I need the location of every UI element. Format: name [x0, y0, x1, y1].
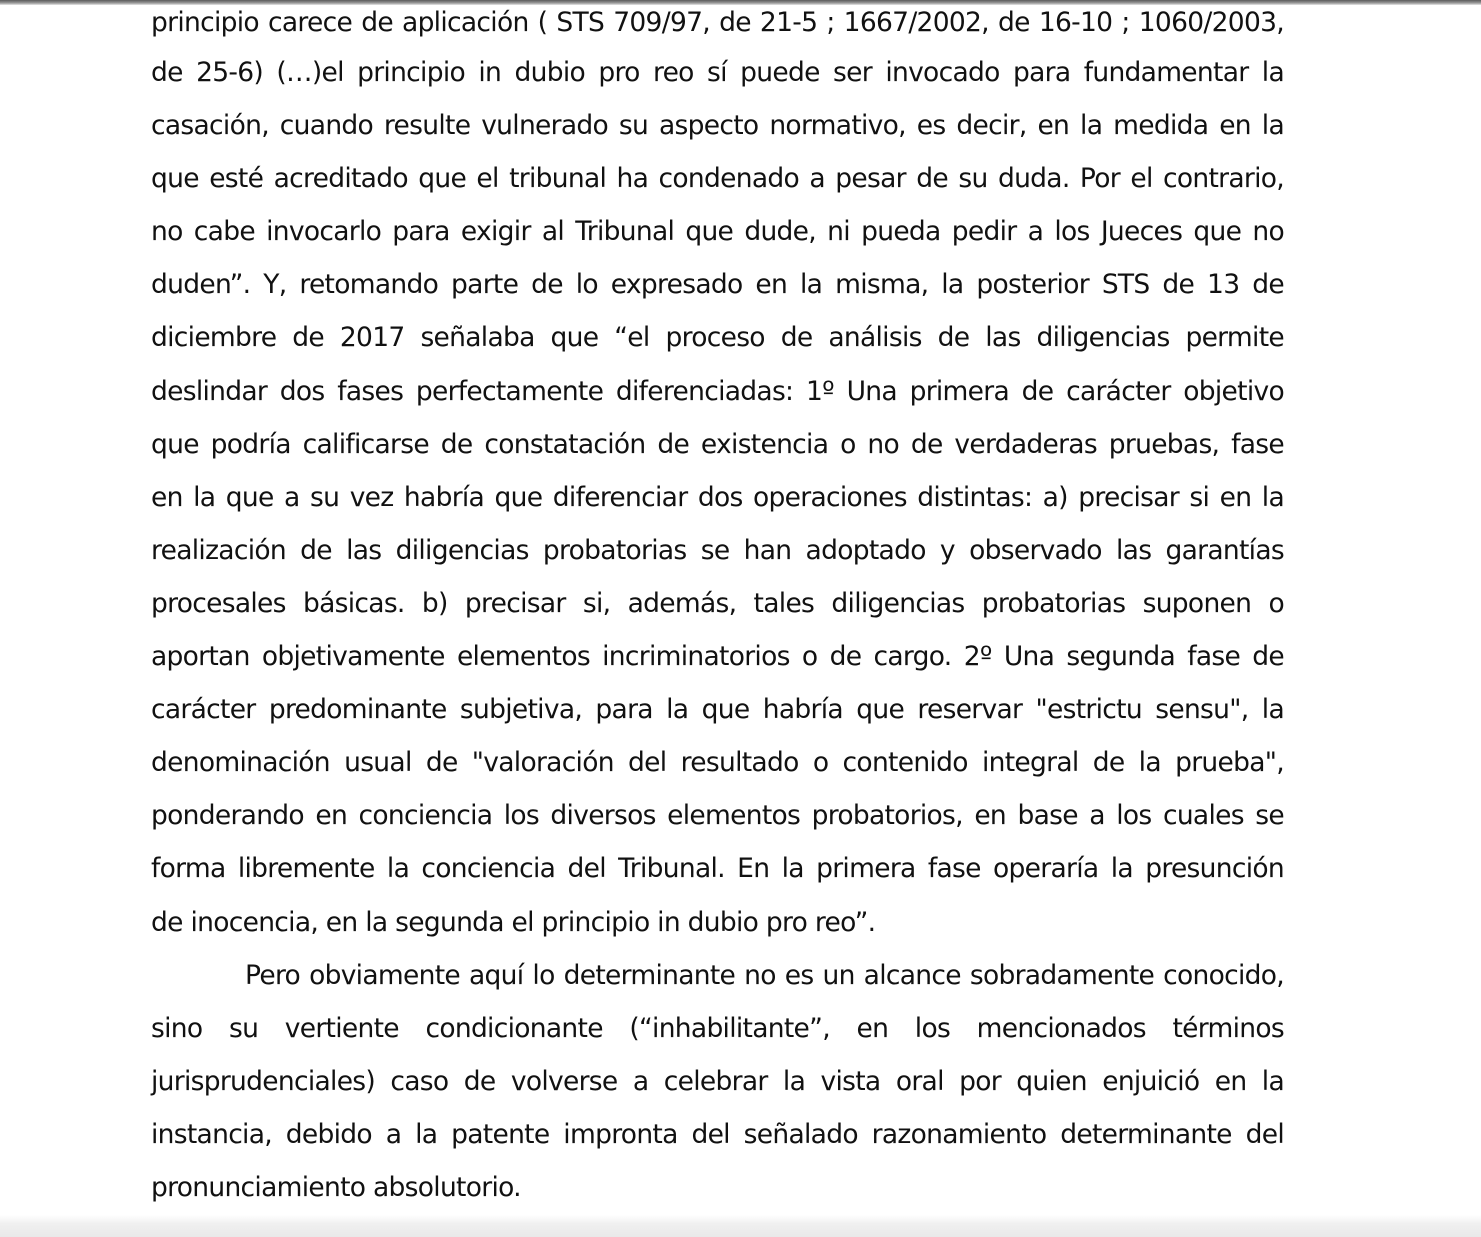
text-line: deslindar dos fases perfectamente diferenciadas: 1º Una primera de carácter objetivo — [151, 375, 1284, 407]
text-line: de inocencia, en la segunda el principio in dubio pro reo”. — [151, 906, 876, 938]
text-line: que esté acreditado que el tribunal ha condenado a pesar de su duda. Por el contrario, — [151, 163, 1284, 195]
document-body — [151, 0, 1284, 1214]
text-line: sino su vertiente condicionante (“inhabilitante”, en los mencionados términos — [151, 1012, 1284, 1044]
text-line: diciembre de 2017 señalaba que “el proceso de análisis de las diligencias permite — [151, 322, 1284, 354]
text-line: forma libremente la conciencia del Tribunal. En la primera fase operaría la presunción — [151, 853, 1284, 885]
text-line: pronunciamiento absolutorio. — [151, 1171, 521, 1203]
text-line: casación, cuando resulte vulnerado su aspecto normativo, es decir, en la medida en la — [151, 110, 1284, 142]
text-line: jurisprudenciales) caso de volverse a celebrar la vista oral por quien enjuició en la — [151, 1065, 1284, 1097]
text-line: principio carece de aplicación ( STS 709/97, de 21-5 ; 1667/2002, de 16-10 ; 1060/2003, — [151, 7, 1284, 38]
viewer-bottom-edge — [0, 1215, 1481, 1237]
paragraph-2 — [151, 949, 1284, 1214]
text-line: aportan objetivamente elementos incriminatorios o de cargo. 2º Una segunda fase de — [151, 641, 1284, 673]
text-line: ponderando en conciencia los diversos elementos probatorios, en base a los cuales se — [151, 800, 1284, 832]
paragraph-1 — [151, 0, 1284, 949]
text-line: realización de las diligencias probatorias se han adoptado y observado las garantías — [151, 534, 1284, 566]
text-line: que podría calificarse de constatación de existencia o no de verdaderas pruebas, fase — [151, 428, 1284, 460]
text-line: procesales básicas. b) precisar si, además, tales diligencias probatorias suponen o — [151, 587, 1284, 619]
text-line: denominación usual de "valoración del resultado o contenido integral de la prueba", — [151, 747, 1284, 779]
text-line: duden”. Y, retomando parte de lo expresado en la misma, la posterior STS de 13 de — [151, 269, 1284, 301]
text-line: de 25-6) (…)el principio in dubio pro reo sí puede ser invocado para fundamentar la — [151, 57, 1284, 88]
text-line: Pero obviamente aquí lo determinante no es un alcance sobradamente conocido, — [245, 959, 1284, 991]
text-line: instancia, debido a la patente impronta del señalado razonamiento determinante del — [151, 1118, 1284, 1150]
text-line: en la que a su vez habría que diferenciar dos operaciones distintas: a) precisar si en la — [151, 481, 1284, 513]
text-line: carácter predominante subjetiva, para la que habría que reservar "estrictu sensu", la — [151, 694, 1284, 726]
text-line: no cabe invocarlo para exigir al Tribunal que dude, ni pueda pedir a los Jueces que no — [151, 216, 1284, 248]
